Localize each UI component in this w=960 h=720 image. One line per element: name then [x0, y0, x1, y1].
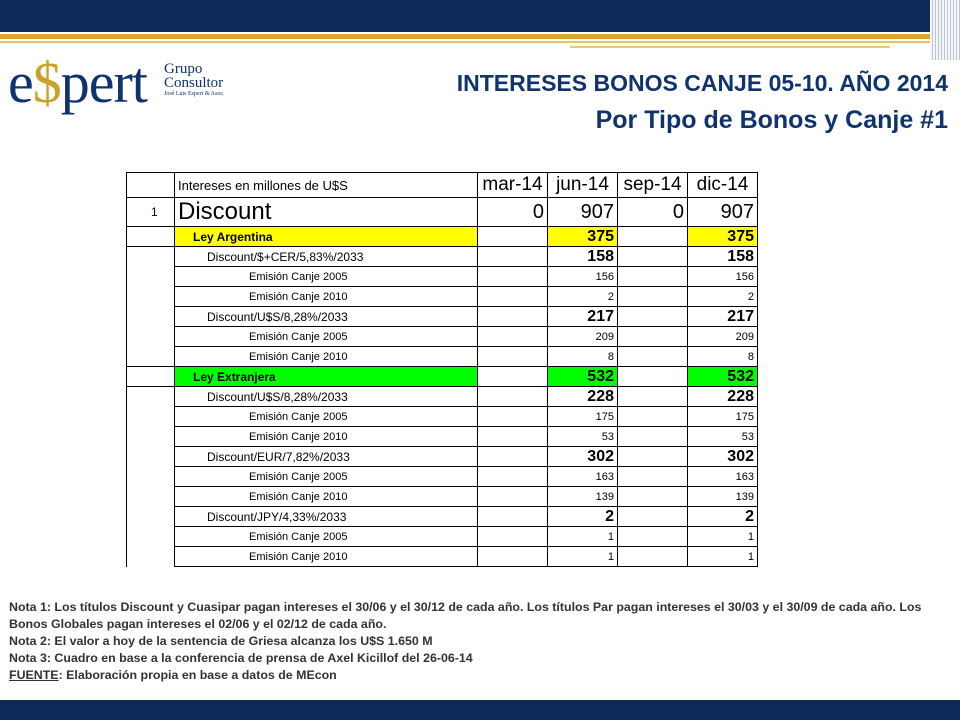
- empty-cell: [478, 347, 548, 367]
- issue-dic: 156: [688, 267, 758, 287]
- empty-cell: [478, 267, 548, 287]
- empty-cell: [618, 547, 688, 567]
- issue-dic: 1: [688, 547, 758, 567]
- table-row: [127, 447, 758, 467]
- issue-jun: 139: [548, 487, 618, 507]
- issue-dic: 175: [688, 407, 758, 427]
- issue-dic: 53: [688, 427, 758, 447]
- source-note: [9, 667, 951, 684]
- empty-cell: [618, 487, 688, 507]
- issue-jun: 209: [548, 327, 618, 347]
- empty-cell: [618, 227, 688, 247]
- issue-jun: 8: [548, 347, 618, 367]
- table-row: [127, 347, 758, 367]
- table-row: [127, 327, 758, 347]
- empty-cell: [478, 447, 548, 467]
- empty-cell: [618, 507, 688, 527]
- row-index-span: [127, 387, 175, 567]
- issue-jun: 175: [548, 407, 618, 427]
- discount-value: 907: [548, 198, 618, 227]
- notes-block: [9, 599, 951, 684]
- table-row: [127, 267, 758, 287]
- issue-jun: 163: [548, 467, 618, 487]
- empty-cell: [618, 347, 688, 367]
- issue-label: Emisión Canje 2010: [175, 287, 478, 307]
- empty-cell: [618, 427, 688, 447]
- empty-cell: [618, 367, 688, 387]
- empty-cell: [478, 247, 548, 267]
- empty-cell: [478, 407, 548, 427]
- row-index-span: [127, 247, 175, 367]
- bond-label: Discount/EUR/7,82%/2033: [175, 447, 478, 467]
- header-month: sep-14: [618, 173, 688, 198]
- ley-extranjera-label: Ley Extranjera: [175, 367, 478, 387]
- empty-cell: [618, 327, 688, 347]
- empty-cell: [478, 467, 548, 487]
- discount-label: Discount: [175, 198, 478, 227]
- empty-cell: [478, 367, 548, 387]
- issue-jun: 2: [548, 287, 618, 307]
- discount-value: 907: [688, 198, 758, 227]
- issue-dic: 163: [688, 467, 758, 487]
- empty-cell: [478, 547, 548, 567]
- bond-label: Discount/U$S/8,28%/2033: [175, 307, 478, 327]
- empty-cell: [478, 427, 548, 447]
- header-month: mar-14: [478, 173, 548, 198]
- discount-total-row: [127, 198, 758, 227]
- note-3: Nota 3: Cuadro en base a la conferencia de prensa de Axel Kicillof del 26-06-14: [9, 651, 473, 665]
- row-index: [127, 367, 175, 387]
- empty-cell: [478, 287, 548, 307]
- slide-subtitle: Por Tipo de Bonos y Canje #1: [595, 106, 948, 134]
- row-index: 1: [127, 198, 175, 227]
- empty-cell: [618, 467, 688, 487]
- logo-sub1: Grupo: [164, 61, 203, 77]
- ley-argentina-label: Ley Argentina: [175, 227, 478, 247]
- bottom-banner: [0, 700, 960, 720]
- empty-cell: [478, 487, 548, 507]
- source-label: FUENTE: [9, 668, 59, 682]
- issue-label: Emisión Canje 2010: [175, 487, 478, 507]
- table-row: [127, 287, 758, 307]
- table-row: [127, 467, 758, 487]
- ley-argentina-row: [127, 227, 758, 247]
- issue-label: Emisión Canje 2005: [175, 527, 478, 547]
- row-index: [127, 227, 175, 247]
- espert-logo: [8, 48, 228, 118]
- empty-cell: [618, 407, 688, 427]
- bond-dic: 228: [688, 387, 758, 407]
- empty-cell: [478, 527, 548, 547]
- logo-subtitle: [164, 62, 225, 98]
- table-row: [127, 527, 758, 547]
- table-row: [127, 307, 758, 327]
- gold-stripe-thin: [0, 41, 930, 43]
- table-row: [127, 387, 758, 407]
- slide-title: INTERESES BONOS CANJE 05-10. AÑO 2014: [456, 70, 948, 96]
- issue-jun: 1: [548, 527, 618, 547]
- bond-label: Discount/JPY/4,33%/2033: [175, 507, 478, 527]
- bond-jun: 302: [548, 447, 618, 467]
- note-2: Nota 2: El valor a hoy de la sentencia de Griesa alcanza los U$S 1.650 M: [9, 634, 433, 648]
- issue-jun: 156: [548, 267, 618, 287]
- ley-argentina-dic: 375: [688, 227, 758, 247]
- discount-value: 0: [478, 198, 548, 227]
- interest-table: [126, 172, 758, 567]
- bond-jun: 228: [548, 387, 618, 407]
- issue-dic: 8: [688, 347, 758, 367]
- ley-extranjera-jun: 532: [548, 367, 618, 387]
- bond-jun: 2: [548, 507, 618, 527]
- top-banner: [0, 0, 960, 32]
- bond-label: Discount/U$S/8,28%/2033: [175, 387, 478, 407]
- issue-label: Emisión Canje 2005: [175, 467, 478, 487]
- empty-cell: [618, 247, 688, 267]
- issue-dic: 2: [688, 287, 758, 307]
- issue-dic: 139: [688, 487, 758, 507]
- empty-cell: [478, 327, 548, 347]
- bond-dic: 217: [688, 307, 758, 327]
- issue-dic: 209: [688, 327, 758, 347]
- issue-dic: 1: [688, 527, 758, 547]
- logo-sub3: José Luis Espert & Asoc.: [164, 91, 225, 97]
- empty-cell: [478, 227, 548, 247]
- table-row: [127, 427, 758, 447]
- issue-label: Emisión Canje 2005: [175, 327, 478, 347]
- table-header-row: [127, 173, 758, 198]
- issue-label: Emisión Canje 2005: [175, 407, 478, 427]
- empty-cell: [618, 527, 688, 547]
- corner-decoration: [930, 0, 960, 60]
- discount-value: 0: [618, 198, 688, 227]
- issue-jun: 1: [548, 547, 618, 567]
- empty-cell: [478, 387, 548, 407]
- table-row: [127, 247, 758, 267]
- bond-label: Discount/$+CER/5,83%/2033: [175, 247, 478, 267]
- empty-cell: [618, 307, 688, 327]
- issue-label: Emisión Canje 2005: [175, 267, 478, 287]
- table-row: [127, 507, 758, 527]
- ley-extranjera-dic: 532: [688, 367, 758, 387]
- header-index-cell: [127, 173, 175, 198]
- empty-cell: [478, 307, 548, 327]
- empty-cell: [618, 387, 688, 407]
- gold-stripe-accent: [570, 46, 890, 48]
- logo-wordmark: e$pert: [8, 50, 147, 115]
- source-text: : Elaboración propia en base a datos de MEcon: [58, 668, 337, 682]
- bond-dic: 2: [688, 507, 758, 527]
- issue-label: Emisión Canje 2010: [175, 547, 478, 567]
- bond-jun: 217: [548, 307, 618, 327]
- header-label: Intereses en millones de U$S: [175, 173, 478, 198]
- logo-sub2: Consultor: [164, 75, 224, 91]
- issue-jun: 53: [548, 427, 618, 447]
- table-row: [127, 547, 758, 567]
- empty-cell: [478, 507, 548, 527]
- header-month: jun-14: [548, 173, 618, 198]
- ley-extranjera-row: [127, 367, 758, 387]
- issue-label: Emisión Canje 2010: [175, 347, 478, 367]
- bond-jun: 158: [548, 247, 618, 267]
- table-row: [127, 407, 758, 427]
- header-month: dic-14: [688, 173, 758, 198]
- gold-stripe: [0, 34, 960, 39]
- bond-dic: 302: [688, 447, 758, 467]
- issue-label: Emisión Canje 2010: [175, 427, 478, 447]
- note-1: Nota 1: Los títulos Discount y Cuasipar pagan intereses el 30/06 y el 30/12 de cada año. Los títulos Par pagan intereses el 30/03 y el 30/09 de cada año. Los Bonos Globales pagan intereses el 02/06 y el 02/12 de cada año.: [9, 600, 922, 631]
- bond-dic: 158: [688, 247, 758, 267]
- empty-cell: [618, 287, 688, 307]
- table-row: [127, 487, 758, 507]
- empty-cell: [618, 267, 688, 287]
- ley-argentina-jun: 375: [548, 227, 618, 247]
- empty-cell: [618, 447, 688, 467]
